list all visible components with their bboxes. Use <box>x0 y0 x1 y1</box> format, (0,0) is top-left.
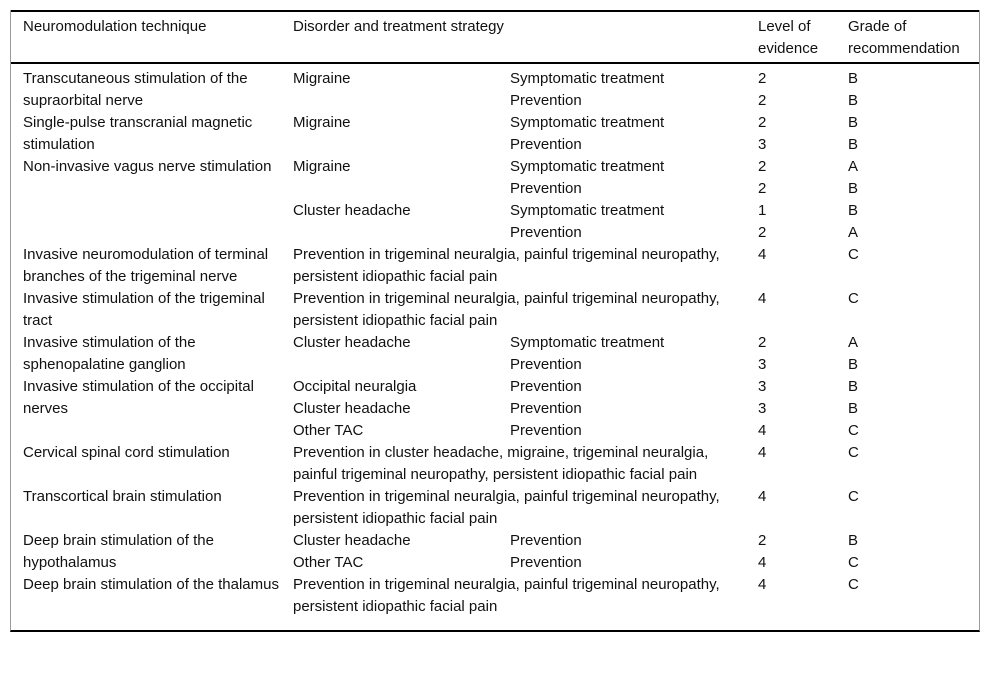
level-cell: 2 <box>758 114 767 131</box>
table-row <box>11 332 979 354</box>
table-row <box>11 442 979 486</box>
grade-cell: B <box>848 378 859 395</box>
disorder-cell: Cluster headache <box>293 202 411 219</box>
level-cell: 3 <box>758 378 767 395</box>
treatment-cell: Symptomatic treatment <box>510 158 665 175</box>
disorder-cell: Migraine <box>293 158 351 175</box>
grade-cell: C <box>848 488 859 505</box>
treatment-cell: Prevention <box>510 554 582 571</box>
level-cell: 3 <box>758 136 767 153</box>
level-cell: 1 <box>758 202 767 219</box>
grade-cell: C <box>848 576 859 593</box>
level-cell: 3 <box>758 356 767 373</box>
disorder-treatment-cell: Prevention in trigeminal neuralgia, painful trigeminal neuropathy, persistent idiopathic facial pain <box>293 246 720 285</box>
technique-cell: Transcutaneous stimulation of the supraorbital nerve <box>23 70 248 109</box>
disorder-cell: Other TAC <box>293 422 364 439</box>
grade-cell: C <box>848 290 859 307</box>
col-header-grade: Grade of recommendation <box>848 11 979 63</box>
table-row <box>11 288 979 332</box>
grade-cell: C <box>848 246 859 263</box>
col-header-level: Level of evidence <box>758 11 848 63</box>
treatment-cell: Prevention <box>510 422 582 439</box>
technique-cell: Invasive stimulation of the occipital nerves <box>23 378 254 417</box>
level-cell: 4 <box>758 246 767 263</box>
table-row <box>11 63 979 90</box>
grade-cell: A <box>848 158 859 175</box>
grade-cell: A <box>848 224 859 241</box>
disorder-treatment-cell: Prevention in trigeminal neuralgia, painful trigeminal neuropathy, persistent idiopathic facial pain <box>293 488 720 527</box>
level-cell: 4 <box>758 444 767 461</box>
disorder-cell: Migraine <box>293 114 351 131</box>
level-cell: 2 <box>758 224 767 241</box>
treatment-cell: Symptomatic treatment <box>510 202 665 219</box>
technique-cell: Transcortical brain stimulation <box>23 488 222 505</box>
disorder-cell: Migraine <box>293 70 351 87</box>
grade-cell: B <box>848 202 859 219</box>
technique-cell: Deep brain stimulation of the thalamus <box>23 576 279 593</box>
level-cell: 2 <box>758 158 767 175</box>
disorder-cell: Cluster headache <box>293 334 411 351</box>
table-row <box>11 530 979 552</box>
disorder-treatment-cell: Prevention in trigeminal neuralgia, painful trigeminal neuropathy, persistent idiopathic facial pain <box>293 290 720 329</box>
table-row <box>11 244 979 288</box>
treatment-cell: Prevention <box>510 180 582 197</box>
level-cell: 2 <box>758 92 767 109</box>
grade-cell: B <box>848 180 859 197</box>
table-row <box>11 156 979 178</box>
treatment-cell: Prevention <box>510 356 582 373</box>
technique-cell: Non-invasive vagus nerve stimulation <box>23 158 272 175</box>
grade-cell: B <box>848 114 859 131</box>
disorder-treatment-cell: Prevention in trigeminal neuralgia, painful trigeminal neuropathy, persistent idiopathic facial pain <box>293 576 720 615</box>
header-row <box>11 11 979 63</box>
level-cell: 4 <box>758 576 767 593</box>
treatment-cell: Prevention <box>510 400 582 417</box>
disorder-cell: Occipital neuralgia <box>293 378 417 395</box>
technique-cell: Single-pulse transcranial magnetic stimulation <box>23 114 253 153</box>
grade-cell: B <box>848 136 859 153</box>
level-cell: 2 <box>758 334 767 351</box>
disorder-cell: Cluster headache <box>293 532 411 549</box>
col-header-technique: Neuromodulation technique <box>11 11 293 63</box>
table-row <box>11 486 979 530</box>
disorder-treatment-cell: Prevention in cluster headache, migraine, trigeminal neuralgia, painful trigeminal neuropathy, persistent idiopathic facial pain <box>293 444 709 483</box>
table-header <box>11 11 979 63</box>
treatment-cell: Prevention <box>510 136 582 153</box>
grade-cell: B <box>848 92 859 109</box>
grade-cell: B <box>848 400 859 417</box>
grade-cell: C <box>848 554 859 571</box>
grade-cell: A <box>848 334 859 351</box>
treatment-cell: Prevention <box>510 378 582 395</box>
disorder-cell: Cluster headache <box>293 400 411 417</box>
level-cell: 4 <box>758 290 767 307</box>
treatment-cell: Symptomatic treatment <box>510 114 665 131</box>
grade-cell: B <box>848 356 859 373</box>
table-row <box>11 574 979 618</box>
technique-cell: Cervical spinal cord stimulation <box>23 444 230 461</box>
treatment-cell: Prevention <box>510 532 582 549</box>
level-cell: 4 <box>758 554 767 571</box>
level-cell: 4 <box>758 488 767 505</box>
technique-cell: Invasive stimulation of the trigeminal tract <box>23 290 265 329</box>
col-header-disorder-treatment: Disorder and treatment strategy <box>293 11 758 63</box>
disorder-cell: Other TAC <box>293 554 364 571</box>
treatment-cell: Prevention <box>510 92 582 109</box>
grade-cell: B <box>848 532 859 549</box>
technique-cell: Invasive stimulation of the sphenopalatine ganglion <box>23 334 196 373</box>
table-row <box>11 376 979 398</box>
guidelines-table <box>11 10 979 618</box>
level-cell: 2 <box>758 180 767 197</box>
level-cell: 2 <box>758 70 767 87</box>
grade-cell: C <box>848 444 859 461</box>
table-body <box>11 63 979 618</box>
treatment-cell: Symptomatic treatment <box>510 334 665 351</box>
treatment-cell: Prevention <box>510 224 582 241</box>
level-cell: 4 <box>758 422 767 439</box>
technique-cell: Invasive neuromodulation of terminal branches of the trigeminal nerve <box>23 246 269 285</box>
technique-cell: Deep brain stimulation of the hypothalamus <box>23 532 214 571</box>
treatment-cell: Symptomatic treatment <box>510 70 665 87</box>
table-row <box>11 112 979 134</box>
level-cell: 3 <box>758 400 767 417</box>
grade-cell: B <box>848 70 859 87</box>
level-cell: 2 <box>758 532 767 549</box>
guidelines-table-container <box>10 10 980 632</box>
grade-cell: C <box>848 422 859 439</box>
